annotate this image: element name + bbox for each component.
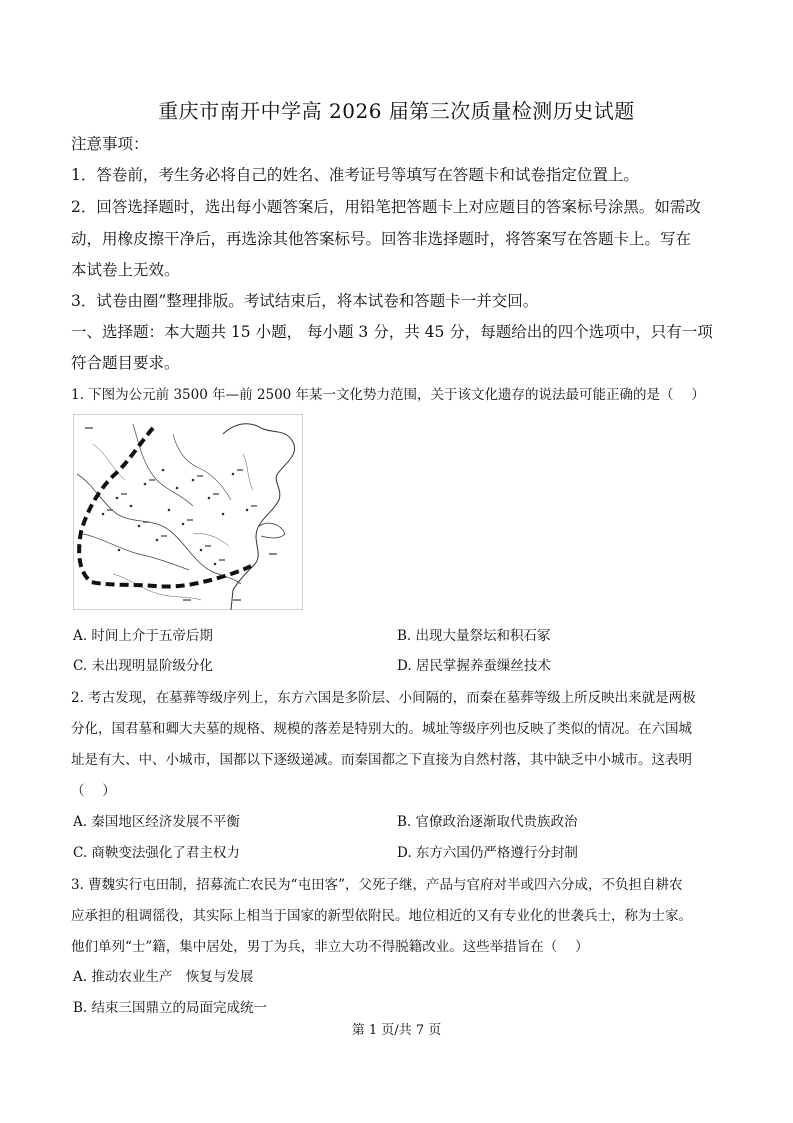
page-title: 重庆市南开中学高 2026 届第三次质量检测历史试题 (158, 99, 635, 123)
section-heading-line-2: 符合题目要求。 (71, 354, 180, 372)
notice-item-3: 3．试卷由圈”整理排版。考试结束后，将本试卷和答题卡一并交回。 (71, 292, 539, 310)
notice-item-2-line-1: 2．回答选择题时，选出每小题答案后，用铅笔把答题卡上对应题目的答案标号涂黑。如需改 (71, 198, 701, 216)
question-2-line-1: 2. 考古发现，在墓葬等级序列上，东方六国是多阶层、小间隔的，而秦在墓葬等级上所反映出来就是两极 (71, 690, 696, 706)
section-heading-line-1: 一、选择题：本大题共 15 小题， 每小题 3 分，共 45 分，每题给出的四个选项中，只有一项 (71, 323, 713, 341)
question-3-line-3: 他们单列“士”籍，集中居处，男丁为兵，非立大功不得脱籍改业。这些举措旨在（ ） (71, 939, 589, 955)
notice-item-1: 1．答卷前，考生务必将自己的姓名、准考证号等填写在答题卡和试卷指定位置上。 (71, 166, 639, 184)
q2-option-a[interactable]: A. 秦国地区经济发展不平衡 (73, 814, 240, 830)
question-2-line-2: 分化，国君墓和卿大夫墓的规格、规模的落差是特别大的。城址等级序列也反映了类似的情况。在六国城 (71, 721, 692, 737)
question-3-line-1: 3. 曹魏实行屯田制，招募流亡农民为“屯田客”，父死子继，产品与官府对半或四六分成，不负担自耕农 (71, 877, 683, 893)
page-number: 第 1 页/共 7 页 (351, 1023, 442, 1038)
notice-item-2-line-2: 动，用橡皮擦干净后，再选涂其他答案标号。回答非选择题时，将答案写在答题卡上。写在 (71, 230, 692, 248)
q1-option-d[interactable]: D. 居民掌握养蚕缫丝技术 (397, 658, 551, 674)
q1-option-b[interactable]: B. 出现大量祭坛和积石冢 (397, 628, 551, 644)
culture-range-map (73, 414, 303, 610)
question-2-line-3: 址是有大、中、小城市，国都以下逐级递减。而秦国都之下直接为自然村落，其中缺乏中小城市。这表明 (71, 752, 692, 768)
question-3-line-2: 应承担的租调徭役，其实际上相当于国家的新型依附民。地位相近的又有专业化的世袭兵士，称为士家。 (71, 908, 692, 924)
question-2-line-4: （ ） (71, 783, 116, 799)
q2-option-b[interactable]: B. 官僚政治逐渐取代贵族政治 (397, 814, 578, 830)
q3-option-a[interactable]: A. 推动农业生产 恢复与发展 (73, 969, 254, 985)
q2-option-c[interactable]: C. 商鞅变法强化了君主权力 (73, 845, 240, 861)
q1-option-c[interactable]: C. 未出现明显阶级分化 (73, 658, 213, 674)
q3-option-b[interactable]: B. 结束三国鼎立的局面完成统一 (73, 1000, 268, 1016)
notice-heading: 注意事项： (71, 135, 149, 153)
q1-option-a[interactable]: A. 时间上介于五帝后期 (73, 628, 213, 644)
question-1-stem: 1. 下图为公元前 3500 年—前 2500 年某一文化势力范围，关于该文化遗存的说法最可能正确的是（ ） (71, 387, 705, 403)
notice-item-2-line-3: 本试卷上无效。 (71, 261, 180, 279)
q2-option-d[interactable]: D. 东方六国仍严格遵行分封制 (397, 845, 578, 861)
